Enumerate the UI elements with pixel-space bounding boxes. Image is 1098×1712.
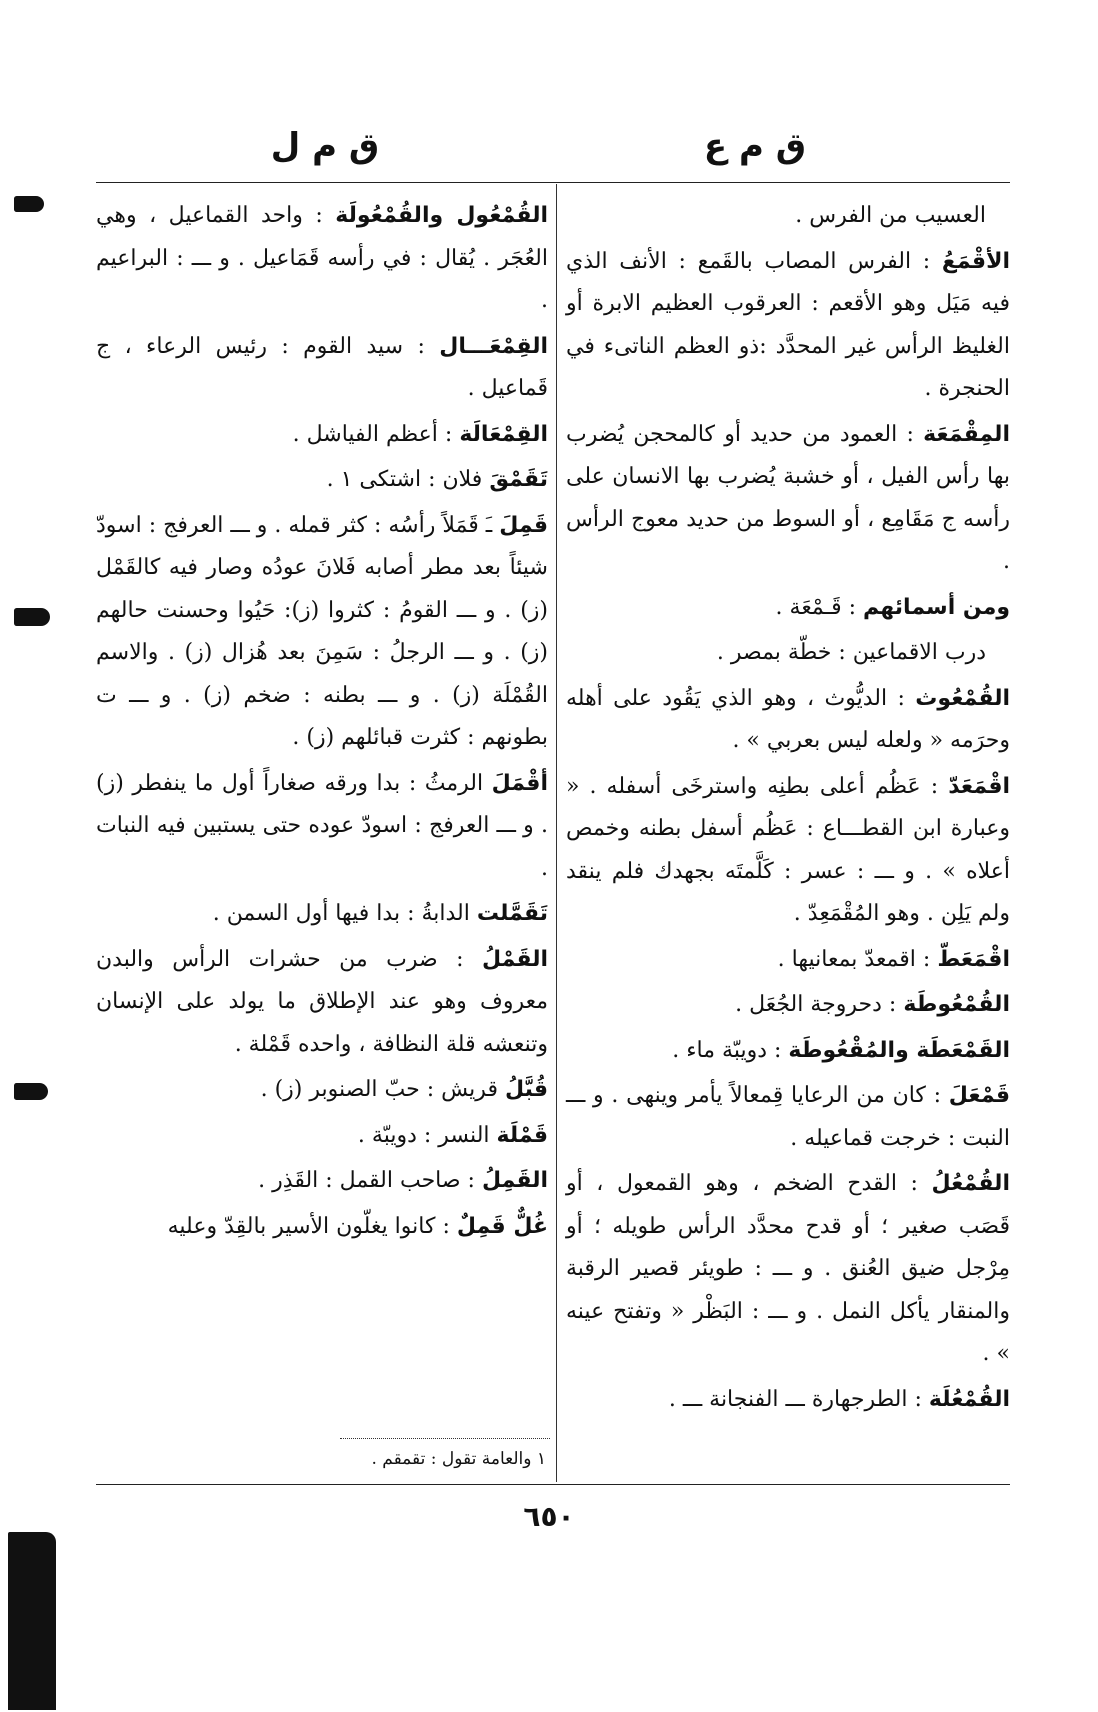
entry-headword: القَمْلُ	[481, 946, 548, 972]
entry-headword: القُمْعُلُ	[931, 1171, 1010, 1196]
entry-definition: : ضرب من حشرات الرأس والبدن معروف وهو عند الإطلاق ما يولد على الإنسان وتنعشه قلة النظافة ، واحده قَمْلة .	[96, 946, 548, 1057]
dictionary-entry	[96, 505, 548, 760]
header-rule	[96, 182, 1010, 183]
dictionary-entry	[566, 1163, 1010, 1376]
dictionary-entry	[566, 195, 1010, 238]
dictionary-entry	[96, 1115, 548, 1158]
dictionary-entry	[96, 1160, 548, 1203]
dictionary-entry	[566, 678, 1010, 763]
entry-definition: العسيب من الفرس .	[795, 203, 986, 228]
entry-headword: الأقْمَعُ	[941, 248, 1010, 274]
dictionary-entry	[96, 1069, 548, 1112]
entry-definition: : الديُّوث ، وهو الذي يَقُود على أهله وحرَمه « ولعله ليس بعربي » .	[566, 685, 1010, 753]
entry-headword: اقْمَعَطّ	[937, 946, 1010, 972]
dictionary-entry	[566, 414, 1010, 584]
dictionary-entry	[566, 1030, 1010, 1073]
entry-definition: : العمود من حديد أو كالمحجن يُضرب بها رأس الفيل ، أو خشبة يُضرب بها الانسان على رأسه ج مَقَامِع ، أو السوط من حديد معوج الرأس .	[566, 421, 1010, 574]
entry-headword: المِقْمَعَة	[923, 421, 1010, 447]
entry-definition: : قَـمْعَة .	[775, 594, 857, 620]
entry-definition: : صاحب القمل : القَذِر .	[258, 1168, 475, 1193]
dictionary-entry	[566, 939, 1010, 982]
entry-definition: : القدح الضخم ، وهو القمعول ، أو قَصَب صغير ؛ أو قدح محدَّد الرأس طويله ؛ أو مِرْجل ضيق العُنق . و ـــ : طويئر قصير الرقبة والمنقار يأكل النمل . و ـــ : البَظْر « وتفتح عينه » .	[566, 1171, 1010, 1366]
entry-definition: : الطرجهارة ـــ الفنجانة ـــ .	[668, 1386, 922, 1412]
dictionary-entry	[566, 587, 1010, 630]
footnote-rule	[340, 1438, 550, 1439]
dictionary-entry	[96, 326, 548, 411]
dictionary-entry	[96, 195, 548, 323]
entry-headword: غُلٌّ قَمِلٌ	[456, 1213, 548, 1239]
entry-definition: : عَظُم أعلى بطنِه واسترخَى أسفله . « وعبارة ابن القطـــاع : عَظُم أسفل بطنه وخمص أعلاه » . و ـــ : عسر : كَلَّمتَه بجهدك فلم ينقد ولم يَلِن . وهو المُقْمَعِدّ .	[566, 773, 1010, 926]
entry-definition: الرمثُ : بدا ورقه صغاراً أول ما ينفطر (ز) . و ـــ العرفج : اسودّ عوده حتى يستبين فيه النبات .	[96, 770, 548, 881]
running-header-right: ق م ع	[703, 126, 807, 166]
entry-definition: : الفرس المصاب بالقَمع : الأنف الذي فيه مَيَل وهو الأقعم : العرقوب العظيم الابرة أو الغليظ الرأس غير المحدَّد :ذو العظم الناتىء في الحنجرة .	[566, 248, 1010, 401]
entry-definition: : أعظم الفياشل .	[292, 421, 453, 447]
entry-headword: القَمِلُ	[481, 1168, 548, 1193]
entry-headword: قَمِلَ	[499, 512, 548, 538]
margin-ink-mark	[14, 1083, 48, 1100]
entry-definition: الدابةُ : بدا فيها أول السمن .	[212, 901, 470, 926]
entry-headword: قُبَّلُ	[504, 1077, 548, 1102]
entry-definition: : كانوا يغلّون الأسير بالقِدّ وعليه	[167, 1213, 450, 1239]
dictionary-entry	[96, 763, 548, 891]
dictionary-entry	[566, 632, 1010, 675]
dictionary-entry	[96, 459, 548, 502]
entry-headword: القُمْعُوطَة	[903, 992, 1010, 1017]
dictionary-entry	[566, 241, 1010, 411]
dictionary-entry	[96, 1206, 548, 1249]
entry-definition: : اقمعدّ بمعانيها .	[777, 946, 931, 972]
entry-definition: : دحروجة الجُعَل .	[735, 992, 897, 1017]
dictionary-entry	[96, 893, 548, 936]
right-column	[566, 195, 1010, 1424]
margin-ink-mark	[14, 196, 44, 212]
dictionary-entry	[566, 1075, 1010, 1160]
entry-headword: تَقَمَّلت	[476, 901, 548, 926]
dictionary-entry	[566, 766, 1010, 936]
left-column	[96, 195, 548, 1251]
dictionary-entry	[96, 414, 548, 457]
dictionary-entry	[566, 984, 1010, 1027]
entry-headword: القِمْعَالَة	[459, 421, 548, 447]
dictionary-entry	[566, 1379, 1010, 1422]
entry-headword: ومن أسمائهم	[863, 594, 1010, 620]
entry-headword: قَمْلَة	[496, 1122, 548, 1148]
entry-headword: القِمْعَـــال	[439, 333, 548, 359]
entry-definition: ـَ قَمَلاً رأسُه : كثر قمله . و ـــ العرفج : اسودّ شيئاً بعد مطر أصابه فَلانَ عودُه وصار فيه كالقَمْل (ز) . و ـــ القومُ : كثروا (ز): حَيُوا وحسنت حالهم (ز) . و ـــ الرجلُ : سَمِنَ بعد هُزال (ز) . والاسم القُمْلَة (ز) . و ـــ بطنه : ضخم (ز) . و ـــ ت بطونهم : كثرت قبائلهم (ز) .	[96, 512, 548, 750]
running-header-left: ق م ل	[270, 126, 380, 166]
entry-headword: القَمْعَطَة والمُقْعُوطَة	[788, 1037, 1010, 1063]
entry-definition: : دويبّة ماء .	[672, 1037, 782, 1063]
entry-definition: : سيد القوم : رئيس الرعاء ، ج قَماعيل .	[96, 333, 548, 401]
entry-definition: النسر : دويبّة .	[357, 1122, 490, 1148]
margin-ink-mark	[8, 1532, 56, 1710]
entry-definition: درب الاقماعين : خطّة بمصر .	[716, 640, 986, 665]
entry-definition: قريش : حبّ الصنوبر (ز) .	[260, 1077, 498, 1102]
footer-rule	[96, 1484, 1010, 1485]
dictionary-entry	[96, 939, 548, 1067]
column-divider	[556, 184, 557, 1482]
entry-definition: : كان من الرعايا قِمعالاً يأمر وينهى . و ـــ النبت : خرجت قماعيله .	[566, 1083, 1010, 1151]
entry-definition: : واحد القماعيل ، وهي العُجَر . يُقال : في رأسه قَمَاعيل . و ـــ : البراعيم .	[96, 203, 548, 313]
entry-headword: تَقَمْقَ	[489, 467, 548, 492]
page-number: ٦٥٠	[523, 1500, 575, 1533]
entry-headword: أقْمَلَ	[491, 770, 548, 796]
entry-headword: القُمْعُول والقُمْعُولَة	[335, 203, 549, 228]
margin-ink-mark	[14, 608, 50, 626]
entry-headword: القُمْعُلَة	[928, 1386, 1010, 1412]
entry-headword: قَمْعَلَ	[948, 1083, 1010, 1108]
footnote: ١ والعامة تقول : تقمقم .	[371, 1449, 546, 1469]
entry-headword: اقْمَعَدّ	[948, 773, 1011, 799]
entry-definition: فلان : اشتكى ١ .	[326, 467, 483, 492]
entry-headword: القُمْعُوث	[915, 685, 1010, 711]
